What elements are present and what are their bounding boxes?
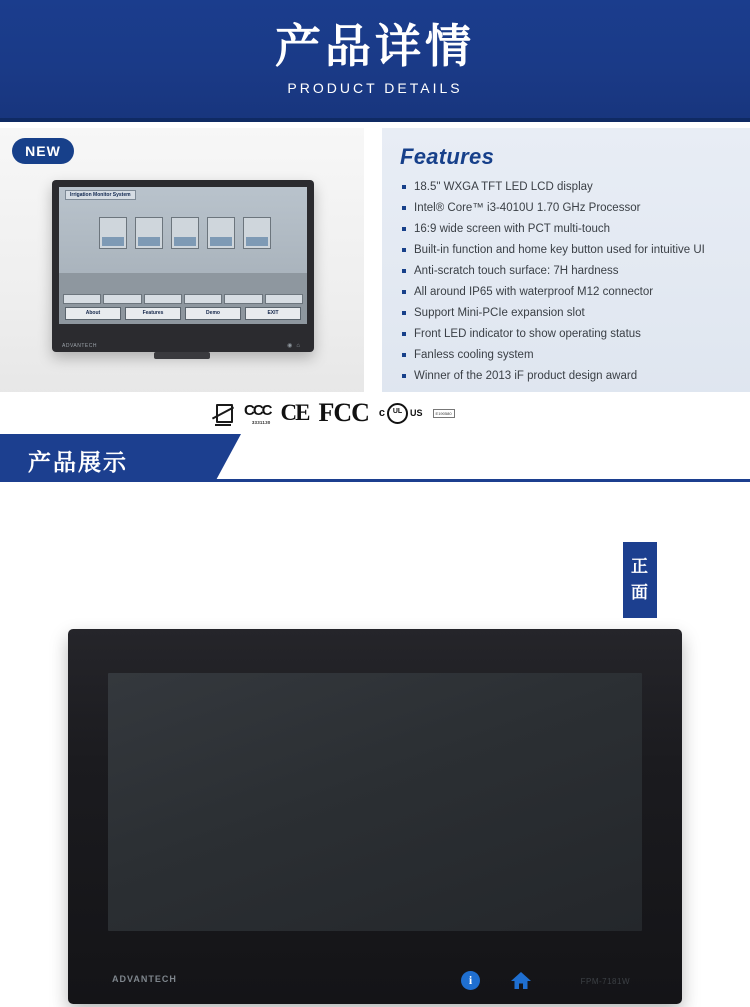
feature-item: Winner of the 2013 iF product design award — [400, 369, 732, 383]
ccc-icon: CCC 3331130 — [244, 401, 271, 425]
certification-strip — [0, 392, 750, 434]
section-banner — [0, 434, 750, 482]
view-label-front: 正面 — [623, 542, 657, 618]
page-subtitle: PRODUCT DETAILS — [287, 80, 463, 96]
front-bezel-controls — [461, 971, 532, 990]
screen-chip — [144, 294, 182, 304]
screen-tank — [243, 217, 271, 249]
screen-button-row — [63, 307, 303, 320]
product-photo — [0, 128, 364, 396]
features-list — [400, 180, 732, 383]
ul-file-number: E190580 — [433, 409, 455, 418]
screen-button-features: Features — [125, 307, 181, 320]
product-display-screen — [108, 673, 642, 931]
ccc-number: 3331130 — [251, 419, 271, 425]
screen-chip — [103, 294, 141, 304]
screen-tank — [171, 217, 199, 249]
ul-icon: c UL US — [379, 403, 423, 424]
feature-item: All around IP65 with waterproof M12 connector — [400, 285, 732, 299]
thumbnail-bezel-icons: ◉⌂ — [287, 343, 304, 349]
feature-item: Intel® Core™ i3-4010U 1.70 GHz Processor — [400, 201, 732, 215]
screen-button-demo: Demo — [185, 307, 241, 320]
screen-tank — [207, 217, 235, 249]
thumbnail-brand-logo: ADVANTECH — [62, 343, 97, 349]
ce-icon: CE — [280, 400, 309, 425]
new-badge: NEW — [12, 138, 74, 164]
fcc-icon: FCC — [318, 398, 369, 427]
feature-item: Support Mini-PCIe expansion slot — [400, 306, 732, 320]
screen-chip — [184, 294, 222, 304]
screen-app-title: Irrigation Monitor System — [65, 190, 136, 200]
feature-item: Front LED indicator to show operating status — [400, 327, 732, 341]
feature-item: Built-in function and home key button used for intuitive UI — [400, 243, 732, 257]
section-title: 产品展示 — [28, 449, 128, 475]
feature-item: 16:9 wide screen with PCT multi-touch — [400, 222, 732, 236]
features-panel — [382, 128, 750, 396]
screen-button-about: About — [65, 307, 121, 320]
screen-chip — [63, 294, 101, 304]
info-icon[interactable]: i — [461, 971, 480, 990]
product-gallery — [0, 482, 750, 1002]
screen-button-exit: EXIT — [245, 307, 301, 320]
brand-logo: ADVANTECH — [112, 974, 177, 984]
product-monitor-thumbnail — [52, 180, 314, 352]
features-heading: Features — [400, 144, 495, 169]
home-icon[interactable] — [510, 971, 532, 990]
screen-status-chips — [63, 294, 303, 304]
feature-item: Fanless cooling system — [400, 348, 732, 362]
monitor-screen-preview — [59, 187, 307, 324]
feature-item: Anti-scratch touch surface: 7H hardness — [400, 264, 732, 278]
model-code: FPM-7181W — [580, 977, 630, 986]
screen-chip — [265, 294, 303, 304]
top-section — [0, 122, 750, 392]
screen-tank — [135, 217, 163, 249]
screen-chip — [224, 294, 262, 304]
page-header — [0, 0, 750, 122]
feature-item: 18.5" WXGA TFT LED LCD display — [400, 180, 732, 194]
weee-icon — [212, 400, 234, 426]
page-title: 产品详情 — [275, 20, 475, 72]
monitor-stand — [154, 352, 210, 359]
product-front-view — [68, 629, 682, 1004]
screen-tank — [99, 217, 127, 249]
